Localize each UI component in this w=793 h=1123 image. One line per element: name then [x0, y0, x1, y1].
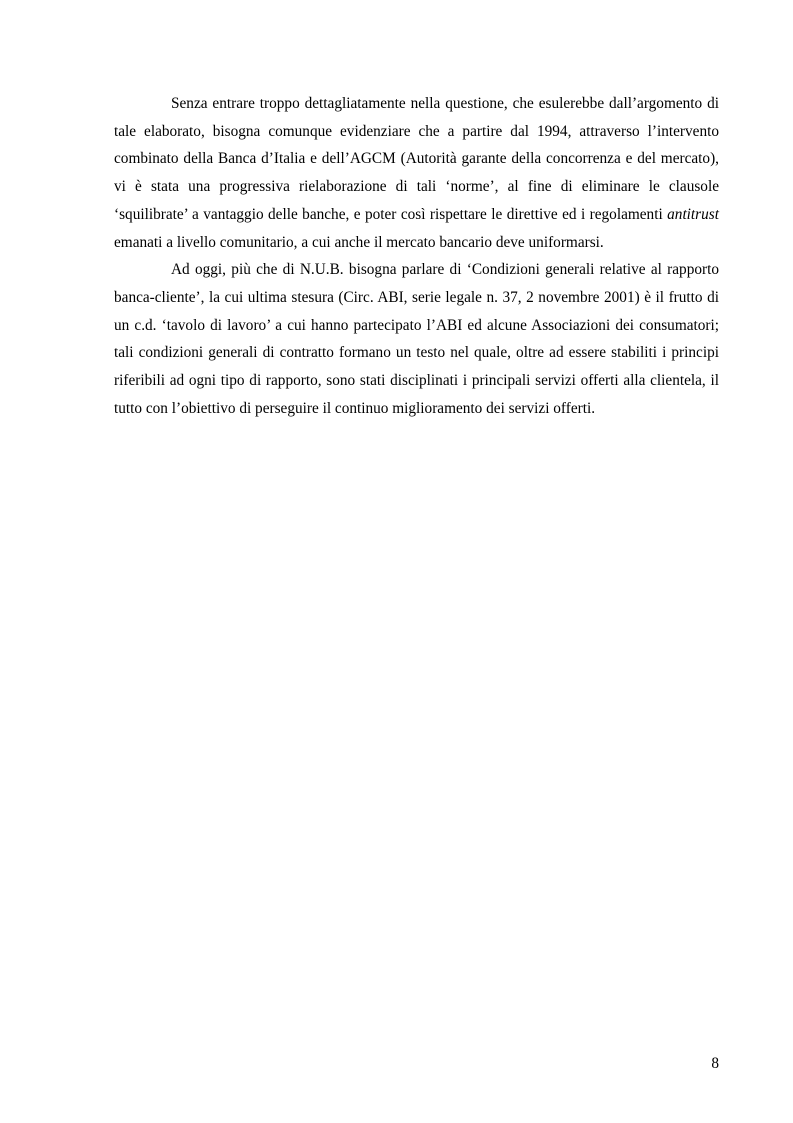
paragraph-1-text-end: emanati a livello comunitario, a cui anche il mercato bancario deve uniformarsi.: [114, 233, 604, 251]
paragraph-2: Ad oggi, più che di N.U.B. bisogna parlare di ‘Condizioni generali relative al rapporto banca-cliente’, la cui ultima stesura (Circ. ABI, serie legale n. 37, 2 novembre 2001) è il frutto di un c.d. ‘tavolo di lavoro’ a cui hanno partecipato l’ABI ed alcune Associazioni dei consumatori; tali condizioni generali di contratto formano un testo nel quale, oltre ad essere stabiliti i principi riferibili ad ogni tipo di rapporto, sono stati disciplinati i principali servizi offerti alla clientela, il tutto con l’obiettivo di perseguire il continuo miglioramento dei servizi offerti.: [114, 261, 719, 417]
paragraph-1: [114, 90, 719, 256]
page-number: 8: [711, 1055, 719, 1072]
antitrust-emphasis: antitrust: [667, 205, 719, 223]
body-text: [114, 90, 719, 422]
paragraph-1-text: Senza entrare troppo dettagliatamente nella questione, che esulerebbe dall’argomento di tale elaborato, bisogna comunque evidenziare che a partire dal 1994, attraverso l’intervento combinato della Banca d’Italia e dell’AGCM (Autorità garante della concorrenza e del mercato), vi è stata una progressiva rielaborazione di tali ‘norme’, al fine di eliminare le clausole ‘squilibrate’ a vantaggio delle banche, e poter così rispettare le direttive ed i regolamenti: [114, 95, 719, 223]
